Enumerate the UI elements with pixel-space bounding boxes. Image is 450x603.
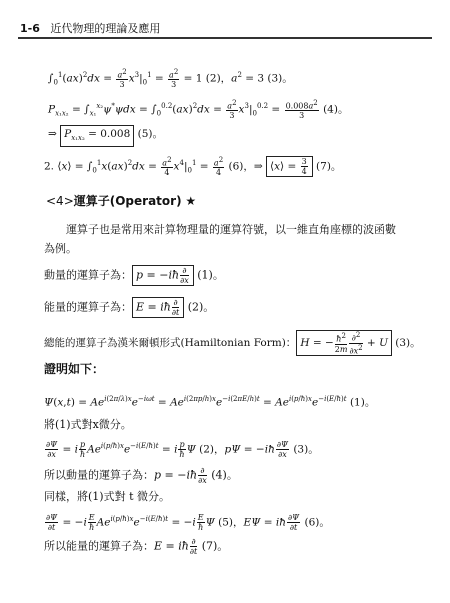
energy-label: 能量的運算子為：: [44, 300, 132, 314]
page-header: [20, 20, 160, 36]
momentum-operator-line: 動量的運算子為： p = −iħ ∂ ∂x (1)。: [44, 266, 224, 285]
conclude-e-label: 所以能量的運算子為：: [44, 539, 154, 553]
section-label: <4>: [46, 194, 74, 208]
wavefunction-line: $\Psi(x,t) = Ae^{i(2\pi/\lambda)x}e^{-i\omega t} = Ae^{i(2\pi p/h)x}e^{-i(2\pi E/h)t} = Ae^{i(p/ħ)x}e^{-i(E/ħ)t}$ (1)。: [44, 395, 376, 409]
paragraph-line-1: 運算子也是常用來計算物理量的運算符號，以一維直角座標的波函數: [66, 223, 396, 236]
diff-t-text: 同樣，將(1)式對 t 微分。: [44, 490, 170, 503]
conclude-e-line: 所以能量的運算子為：E = iħ ∂ ∂t (7)。: [44, 537, 229, 556]
equation-line-4: 2. ⟨x⟩ = $\int_0^1x(ax)^2dx$ = $\frac{a^2}{4}$ $x^4|_0^1$ = $\frac{a^2}{4}$ (6)，⇒ ⟨x⟩ = $\frac{3}{4}$ (7)。: [44, 155, 342, 178]
momentum-label: 動量的運算子為：: [44, 268, 132, 282]
hamiltonian-label: 總能的運算子為漢米爾頓形式(Hamiltonian Form)：: [44, 337, 297, 350]
equation-line-2: $P_{x_1x_2} = \int_{x_1}^{x_2}\psi^*\psi dx = \int_0^{0.2}(ax)^2dx$ = $\frac{a^2}{3}$ $x^3|_0^{0.2}$ = $\frac{0.008a^2}{3}$ (4)。: [48, 98, 349, 121]
derivative-t-line: $\frac{\partial\Psi}{\partial t}$ = −i $\frac{E}{ħ}$ $Ae^{i(p/ħ)x}e^{-i(E/ħ)t} = -i$ $\frac{E}{ħ}$ Ψ (5)，EΨ = iħ $\frac{\partial\Psi}{\partial t}$ (6)。: [46, 513, 330, 532]
equation-line-1: $\int_0^1(ax)^2dx$ = $\frac{a^2}{3}$ $x^3|_0^1$ = $\frac{a^2}{3}$ = 1 (2)，$a^2 = 3$ (3)。: [48, 67, 293, 90]
header-rule: [18, 37, 432, 39]
proof-title: 證明如下：: [44, 362, 105, 376]
energy-operator-line: 能量的運算子為： E = iħ ∂ ∂t (2)。: [44, 298, 215, 317]
conclude-p-line: 所以動量的運算子為：p = −iħ ∂ ∂x (4)。: [44, 466, 238, 485]
diff-x-text: 將(1)式對x微分。: [44, 418, 132, 431]
paragraph-line-2: 為例。: [44, 242, 77, 255]
hamiltonian-operator-line: 總能的運算子為漢米爾頓形式(Hamiltonian Form)： H = − $\frac{ħ^2}{2m}$ $\frac{\partial^2}{\partial x^2}$ + U (3)。: [44, 331, 421, 356]
section-title: 運算子(Operator): [73, 194, 182, 208]
equation-line-3: ⇒ $P_{x_1x_2} = 0.008$ (5)。: [48, 125, 163, 147]
chapter-title: 近代物理的理論及應用: [50, 22, 161, 35]
section-heading: [46, 192, 196, 209]
derivative-x-line: $\frac{\partial\Psi}{\partial x}$ = i $\frac{p}{ħ}$ $Ae^{i(p/ħ)x}e^{-i(E/ħ)t} = i$ $\frac{p}{ħ}$ Ψ (2)，pΨ = −iħ $\frac{\partial\Psi}{\partial x}$ (3)。: [46, 440, 319, 459]
conclude-p-label: 所以動量的運算子為：: [44, 468, 154, 482]
star-icon: ★: [185, 194, 197, 208]
page-number: 1-6: [20, 22, 40, 35]
